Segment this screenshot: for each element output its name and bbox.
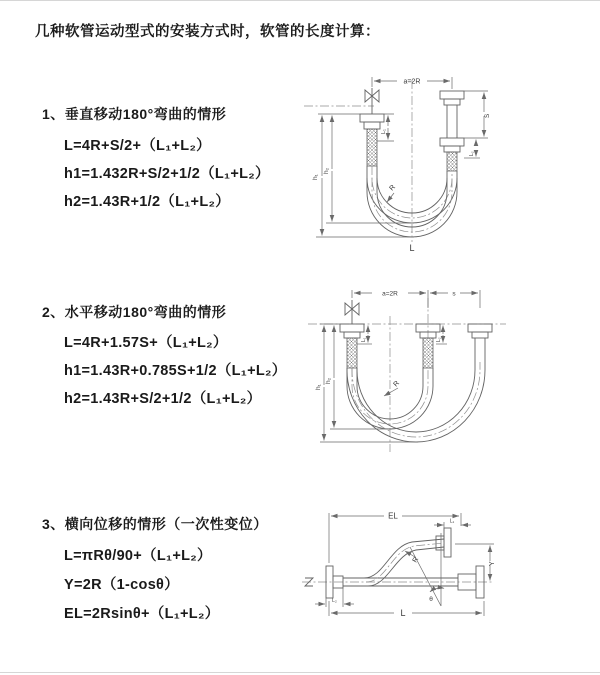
- angle-construction: [410, 533, 444, 606]
- dim-label-radius: R: [411, 556, 421, 564]
- formula-1-L: L=4R+S/2+（L₁+L₂）: [64, 138, 211, 154]
- page-bottom-edge: [0, 672, 600, 673]
- dimensions: [315, 512, 496, 619]
- hose-s-curve: [364, 539, 444, 586]
- dim-label-y: Y: [489, 561, 496, 566]
- formula-2-h2: h2=1.43R+S/2+1/2（L₁+L₂）: [64, 391, 262, 407]
- centerlines: [302, 578, 492, 586]
- formula-3-L: L=πRθ/90+（L₁+L₂）: [64, 548, 212, 564]
- dim-label-h2: h₂: [323, 167, 330, 174]
- dim-label-s: s: [452, 290, 456, 298]
- formula-3-Y: Y=2R（1-cosθ）: [64, 577, 179, 593]
- hose-u-bends: [347, 362, 485, 442]
- dim-label-radius: R: [388, 183, 397, 193]
- dimensions: [315, 290, 480, 442]
- dim-label-a2r: a=2R: [382, 290, 398, 298]
- centerlines: [304, 80, 412, 242]
- hose-fittings: [340, 324, 492, 368]
- page-title: 几种软管运动型式的安装方式时，软管的长度计算：: [35, 24, 380, 40]
- diagram-vertical-180-bend: [302, 66, 592, 256]
- dim-label-s: S: [484, 113, 491, 118]
- formula-1-h1: h1=1.432R+S/2+1/2（L₁+L₂）: [64, 166, 270, 182]
- dim-label-length: L: [409, 243, 415, 253]
- dim-label-radius: R: [392, 379, 401, 389]
- dimensions: [312, 77, 491, 253]
- dim-label-l2: L₂: [469, 151, 475, 156]
- formula-3-EL: EL=2Rsinθ+（L₁+L₂）: [64, 606, 220, 622]
- dim-label-el: EL: [388, 511, 398, 521]
- formula-1-h2: h2=1.43R+1/2（L₁+L₂）: [64, 194, 231, 210]
- dim-label-l1: L₁: [449, 518, 455, 525]
- dim-label-l2: L₂: [436, 337, 442, 342]
- dim-label-l1: L₁: [361, 337, 367, 342]
- dim-label-theta: θ: [429, 596, 433, 603]
- diagram-lateral-displacement: [298, 503, 598, 643]
- valve-icon: [365, 88, 379, 114]
- section-3-heading: 3、横向位移的情形（一次性变位）: [42, 516, 268, 532]
- dim-label-a2r: a=2R: [403, 78, 421, 86]
- dim-label-h1: h₁: [315, 384, 322, 390]
- dim-label-l1: L₁: [381, 129, 387, 134]
- page-top-edge: [0, 0, 600, 1]
- section-2-heading: 2、水平移动180°弯曲的情形: [42, 304, 227, 320]
- formula-2-h1: h1=1.43R+0.785S+1/2（L₁+L₂）: [64, 363, 287, 379]
- formula-2-L: L=4R+1.57S+（L₁+L₂）: [64, 335, 228, 351]
- section-1-heading: 1、垂直移动180°弯曲的情形: [42, 106, 227, 122]
- diagram-horizontal-180-bend: [306, 282, 596, 462]
- dim-label-l2: L₂: [332, 598, 337, 604]
- dim-label-length: L: [400, 608, 406, 618]
- valve-icon: [345, 300, 359, 324]
- dim-label-h1: h₁: [312, 174, 319, 180]
- dim-label-h2: h₂: [325, 377, 332, 384]
- flanges-and-pipe: [326, 528, 484, 598]
